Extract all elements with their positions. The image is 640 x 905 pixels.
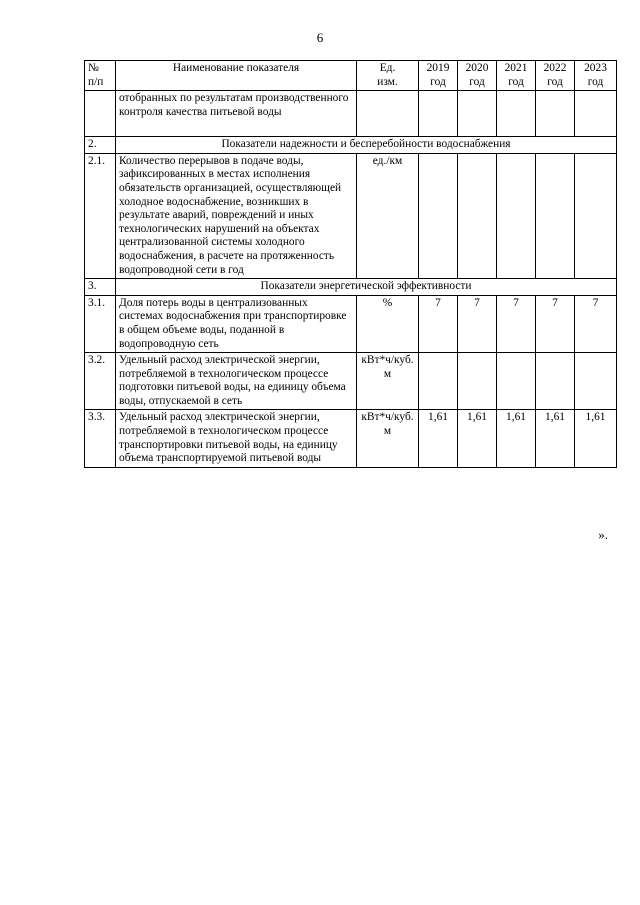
page-number: 6 xyxy=(316,30,324,45)
row-value-2021: 7 xyxy=(497,295,536,352)
row-name: Удельный расход электрической энергии, потребляемой в технологическом процессе подготовки питьевой воды, на единицу объема воды, отпускаемой в сеть xyxy=(116,353,357,410)
row-value-2019 xyxy=(419,153,458,278)
row-value-2022 xyxy=(536,353,575,410)
section-row xyxy=(85,279,617,296)
row-num xyxy=(85,91,116,137)
table-row xyxy=(85,153,617,278)
row-unit: ед./км xyxy=(357,153,419,278)
row-value-2023 xyxy=(575,91,617,137)
header-year-2019: 2019 год xyxy=(419,61,458,91)
row-unit: % xyxy=(357,295,419,352)
row-value-2019 xyxy=(419,353,458,410)
row-value-2020: 7 xyxy=(458,295,497,352)
table-row xyxy=(85,91,617,137)
row-num: 3.2. xyxy=(85,353,116,410)
row-value-2022 xyxy=(536,153,575,278)
section-row xyxy=(85,137,617,154)
header-year-2022: 2022 год xyxy=(536,61,575,91)
section-title: Показатели энергетической эффективности xyxy=(116,279,617,296)
row-value-2022: 1,61 xyxy=(536,410,575,467)
row-name: Доля потерь воды в централизованных системах водоснабжения при транспортировке в общем объеме воды, поданной в водопроводную сеть xyxy=(116,295,357,352)
header-name: Наименование показателя xyxy=(116,61,357,91)
row-value-2020 xyxy=(458,353,497,410)
row-value-2023: 1,61 xyxy=(575,410,617,467)
row-value-2022 xyxy=(536,91,575,137)
row-value-2023 xyxy=(575,353,617,410)
section-num: 3. xyxy=(85,279,116,296)
row-value-2019 xyxy=(419,91,458,137)
row-value-2021 xyxy=(497,153,536,278)
row-num: 3.3. xyxy=(85,410,116,467)
closing-quote-mark: ». xyxy=(598,527,608,542)
row-value-2021 xyxy=(497,91,536,137)
row-name: Количество перерывов в подаче воды, зафиксированных в местах исполнения обязательств организацией, осуществляющей холодное водоснабжение, возникших в результате аварий, повреждений и иных технологических нарушений на объектах централизованной системы холодного водоснабжения, в расчете на протяженность водопроводной сети в год xyxy=(116,153,357,278)
section-title: Показатели надежности и бесперебойности водоснабжения xyxy=(116,137,617,154)
header-unit: Ед. изм. xyxy=(357,61,419,91)
header-year-2020: 2020 год xyxy=(458,61,497,91)
row-value-2023 xyxy=(575,153,617,278)
row-unit xyxy=(357,91,419,137)
row-name: Удельный расход электрической энергии, потребляемой в технологическом процессе транспортировки питьевой воды, на единицу объема транспортируемой питьевой воды xyxy=(116,410,357,467)
table-row xyxy=(85,295,617,352)
row-value-2023: 7 xyxy=(575,295,617,352)
row-value-2022: 7 xyxy=(536,295,575,352)
row-value-2020 xyxy=(458,91,497,137)
section-num: 2. xyxy=(85,137,116,154)
row-value-2021: 1,61 xyxy=(497,410,536,467)
row-name: отобранных по результатам производственного контроля качества питьевой воды xyxy=(116,91,357,137)
row-value-2019: 7 xyxy=(419,295,458,352)
header-year-2021: 2021 год xyxy=(497,61,536,91)
row-num: 2.1. xyxy=(85,153,116,278)
table-row xyxy=(85,353,617,410)
header-year-2023: 2023 год xyxy=(575,61,617,91)
row-value-2020: 1,61 xyxy=(458,410,497,467)
row-value-2020 xyxy=(458,153,497,278)
row-value-2019: 1,61 xyxy=(419,410,458,467)
row-num: 3.1. xyxy=(85,295,116,352)
row-unit: кВт*ч/куб. м xyxy=(357,410,419,467)
row-unit: кВт*ч/куб. м xyxy=(357,353,419,410)
table-header-row xyxy=(85,61,617,91)
indicators-table xyxy=(84,60,617,468)
row-value-2021 xyxy=(497,353,536,410)
header-num: № п/п xyxy=(85,61,116,91)
table-row xyxy=(85,410,617,467)
